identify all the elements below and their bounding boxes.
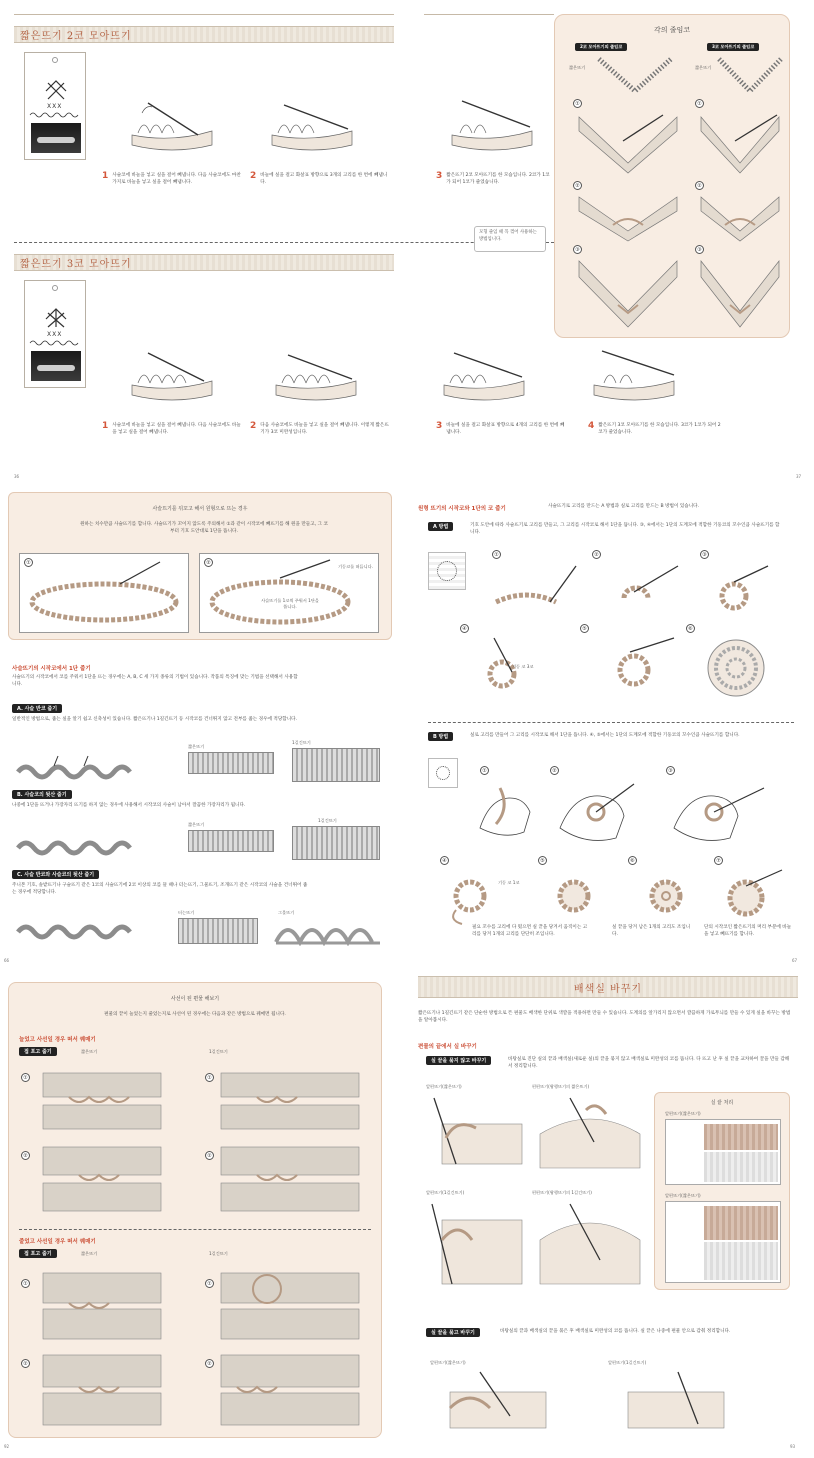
panel-num: ① <box>695 99 704 108</box>
page-number-right: 37 <box>796 474 802 479</box>
lbl-short: 짧은뜨기 <box>81 1251 98 1256</box>
step1-illustration <box>128 95 218 155</box>
fig-num: ① <box>24 558 33 567</box>
v-swatch-icon <box>695 255 785 331</box>
section-c-tag: C. 사슬 반코와 사슬코의 뒷산 줍기 <box>12 870 99 879</box>
b-note: 기둥 코 1코 <box>498 880 520 885</box>
seaming-panel <box>8 982 382 1438</box>
method-a-text: 기호 도안에 따라 사슬뜨기로 고리를 만들고, 그 고리를 시작코로 해서 1단을 뜹니다. ③, ④에서는 1단의 도계모에 적합한 기둥코의 꼬수인큼 사슬뜨기를 합니다. <box>470 523 780 535</box>
section-divider <box>14 242 554 243</box>
sec2-step-3: 3 바늘에 실을 걸고 화살표 방향으로 4개의 고리를 한 번에 빼냅니다. <box>436 421 565 435</box>
page-number-left: 66 <box>4 958 10 963</box>
a-num: ① <box>492 550 501 559</box>
fig-note: 기둥코를 떠듭니다. <box>338 564 374 569</box>
lbl-fan: 터는뜨기 <box>178 910 195 915</box>
chain-a-icon <box>14 754 154 784</box>
a-step-icon <box>594 562 684 616</box>
ring-step-icon <box>436 866 516 926</box>
cc-fig-label: 편편뜨기(왕행뜨기의 1길긴뜨기) <box>532 1190 592 1195</box>
cc-swatch-icon <box>422 1200 532 1290</box>
symbol-photo <box>31 351 81 381</box>
b-num: ⑤ <box>538 856 547 865</box>
sub2-heading: 줄었고 사선일 경우 떠서 꿰매기 <box>19 1239 96 1245</box>
v-chart-left-icon <box>595 55 675 95</box>
seam-swatch-icon <box>217 1069 367 1135</box>
cc-swatch-icon <box>530 1094 650 1174</box>
method-a-tag: A 방법 <box>428 522 453 531</box>
cc-tag-1: 실 끝을 묶지 않고 바꾸기 <box>426 1056 491 1065</box>
page-number-left: 36 <box>14 474 20 479</box>
method-divider <box>428 722 794 723</box>
a-num: ③ <box>700 550 709 559</box>
ring-chart <box>428 758 458 788</box>
seam-swatch-icon <box>39 1351 169 1429</box>
b-caption-2: 실 끝을 당겨 남은 1개의 고리도 조입니다. <box>612 925 691 937</box>
a-step-icon <box>698 562 788 616</box>
lbl-long: 1길긴뜨기 <box>209 1251 228 1256</box>
chain-c-icon <box>14 920 154 944</box>
page-number-left: 92 <box>4 1444 10 1449</box>
symbol-photo <box>31 123 81 153</box>
section-b-tag: B. 사슬코의 뒷산 줍기 <box>12 790 72 799</box>
lbl-long: 1길긴뜨기 <box>318 818 337 823</box>
b-num: ③ <box>666 766 675 775</box>
side-lbl-1: 앞편뜨기(짧은뜨기) <box>665 1111 701 1116</box>
right-heading: 원형 뜨기의 시작코와 1단의 코 줍기 <box>418 506 506 512</box>
section-banner-3st: 짧은뜨기 3코 모아뜨기 <box>14 254 394 271</box>
chain-b-icon <box>14 834 154 860</box>
lbl-short: 짧은뜨기 <box>188 744 205 749</box>
method-b-tag: B 방법 <box>428 732 453 741</box>
b-caption-3: 단의 시작코인 짧은뜨기의 머리 부분에 바늘을 넣고 빼뜨기를 합니다. <box>704 925 792 937</box>
s2-step1-illustration <box>128 345 218 405</box>
fig-num: ② <box>204 558 213 567</box>
swatch-a2 <box>292 748 380 782</box>
panel-title: 각의 줄임코 <box>653 26 691 34</box>
panel-tab-right: 3코 모아뜨기의 줄임코 <box>707 43 759 51</box>
step2-illustration <box>268 95 358 155</box>
sub2-tag: 접 포고 줍기 <box>19 1249 57 1258</box>
v-swatch-icon <box>573 255 683 331</box>
hand-icon <box>470 778 540 846</box>
mesh-swatch-icon <box>272 916 384 946</box>
box-fig-1 <box>19 553 189 633</box>
sub-divider <box>19 1229 371 1230</box>
page-number-right: 93 <box>790 1444 796 1449</box>
s2-step4-illustration <box>590 345 680 405</box>
seam-num: ① <box>21 1073 30 1082</box>
swatch-a1 <box>188 752 274 774</box>
hand-icon <box>550 778 640 846</box>
panel-label-left: 짧은뜨기 <box>569 65 586 70</box>
cc-fig-label: 앞편뜨기(짧은뜨기) <box>426 1084 462 1089</box>
box-text: 원하는 치수만큼 사슬뜨기를 합니다. 사슬뜨기가 꼬이지 않도록 주의해서 ①과 같이 시작코에 빼뜨기를 해 원을 만들고, 그 코부터 기호 도안대로 1단을 뜹니다. <box>80 522 328 534</box>
sec1-step-1: 1 사슬코에 바늘을 넣고 실을 걸어 빼냅니다. 다음 사슬코에도 마찬가지로 바늘을 넣고 실을 걸어 빼냅니다. <box>102 171 241 185</box>
a-num: ② <box>592 550 601 559</box>
cc-swatch-icon <box>608 1368 728 1432</box>
cc-heading: 편물의 끝에서 실 바꾸기 <box>418 1044 477 1050</box>
spread-seaming <box>0 974 814 1458</box>
seam-num: ② <box>21 1359 30 1368</box>
box-text: 편물의 끝이 늘었는지 줄었는지로 사선이 된 경우에는 다음과 같은 방법으로 꿰매면 됩니다. <box>104 1012 286 1017</box>
b-num: ④ <box>440 856 449 865</box>
panel-num: ② <box>695 181 704 190</box>
section-a-text: 일반적인 방법으로, 줍는 실을 알기 쉽고 신축성이 있습니다. 짧은뜨기나 1길긴뜨기 등 시작코를 건너뛰지 않고 전부를 줍는 경우에 적당합니다. <box>12 717 298 722</box>
chain-wave-icon <box>28 339 84 347</box>
side-lbl-2: 앞편뜨기(짧은뜨기) <box>665 1193 701 1198</box>
symbol-card <box>24 52 86 160</box>
ring-step-icon <box>540 866 620 926</box>
section-banner-2st: 짧은뜨기 2코 모아뜨기 <box>14 26 394 43</box>
step3-illustration <box>448 95 538 155</box>
cc-swatch-icon <box>530 1200 650 1290</box>
s2-step3-illustration <box>440 345 530 405</box>
b-num: ① <box>480 766 489 775</box>
v-swatch-icon <box>695 111 785 175</box>
lbl-long: 1길긴뜨기 <box>292 740 311 745</box>
right-intro: 사슬뜨기로 고리를 만드는 A 방법과 실로 고리를 만드는 B 방법이 있습니다. <box>548 504 700 509</box>
box-title: 사슬뜨기를 뒤꼬고 해서 원형으로 뜨는 경우 <box>152 506 248 512</box>
seam-num: ① <box>205 1073 214 1082</box>
spread-decrease <box>0 0 814 479</box>
round-chain-box <box>8 492 392 640</box>
decrease-corner-panel <box>554 14 790 338</box>
sec2-step-1: 1 사슬코에 바늘을 넣고 실을 걸어 빼냅니다. 다음 사슬코에도 바늘을 넣고 실을 걸어 빼냅니다. <box>102 421 241 435</box>
side-swatch-1 <box>665 1119 781 1185</box>
cc-tag2-text: 바탕실의 끝과 배색실의 끝을 묶은 후 배색실로 미완성의 코를 뜹니다. 실 끝은 나중에 편물 안으로 감춰 정리합니다. <box>500 1329 731 1334</box>
top-rule-right <box>424 14 554 15</box>
seam-num: ① <box>21 1279 30 1288</box>
seam-swatch-icon <box>39 1269 169 1343</box>
seam-num: ① <box>205 1279 214 1288</box>
color-change-banner: 배색실 바꾸기 <box>418 976 798 998</box>
a-num: ④ <box>460 624 469 633</box>
cc-fig-label: 앞편뜨기(1길긴뜨기) <box>608 1360 647 1365</box>
box-title: 사선이 된 편물 해보기 <box>170 996 220 1002</box>
sub1-tag: 접 포고 줍기 <box>19 1047 57 1056</box>
ring-step-icon <box>632 866 712 926</box>
v-swatch-icon <box>573 191 683 243</box>
section-b-text: 나중에 1단을 뜨거나 가장자리 뜨기를 하지 않는 경우에 사용해서 시작코의 사슬이 남아서 깔끔한 가장자리가 됩니다. <box>12 803 246 808</box>
round-chart <box>428 552 466 590</box>
swatch-b1 <box>188 830 274 852</box>
seam-swatch-icon <box>39 1069 169 1135</box>
lbl-mesh: 그물뜨기 <box>278 910 295 915</box>
method-b-text: 실로 고리를 만들어 그 고리를 시작코로 해서 1단을 뜹니다. ④, ⑤에서는 1단의 도계모에 적합한 기둥코의 꼬수인큼 사슬뜨기를 합니다. <box>470 733 740 738</box>
banner-text: 짧은뜨기나 1길긴뜨기 같은 단순한 방법으로 뜬 편물도 배색한 단위로 색깔을 적용하면 만들 수 있습니다. 도계의를 앞가리지 않으면서 깔끔하게 가로무늬를 만들 수 있게 실을 바꾸는 방법을 알아봅시다. <box>418 1011 791 1023</box>
lbl-short: 짧은뜨기 <box>188 822 205 827</box>
a-note: 기둥 코 3코 <box>512 664 534 669</box>
a-num: ⑥ <box>686 624 695 633</box>
panel-num: ③ <box>695 245 704 254</box>
side-swatch-2 <box>665 1201 781 1283</box>
panel-num: ② <box>573 181 582 190</box>
panel-label-right: 짧은뜨기 <box>695 65 712 70</box>
cc-fig-label: 앞편뜨기(짧은뜨기) <box>430 1360 466 1365</box>
hand-icon <box>664 778 774 846</box>
swatch-c1 <box>178 918 258 944</box>
sec1-step-2: 2 바늘에 실을 걸고 화살표 방향으로 3개의 고리를 한 번에 빼냅니다. <box>250 171 388 185</box>
b-caption-1: 필요 꼬수를 고리에 다 떴으면 실 끝을 당겨서 움직이는 고리를 당겨 1개의 고리를 단단히 조입니다. <box>472 925 588 937</box>
sec2-step-4: 4 짧은뜨기 3코 모아뜨기를 한 모습입니다. 3코가 1코가 되어 2코가 줄었습니다. <box>588 421 721 435</box>
top-rule-left <box>14 14 394 15</box>
side-box <box>654 1092 790 1290</box>
s2-step2-illustration <box>272 345 362 405</box>
b-num: ⑦ <box>714 856 723 865</box>
panel-num: ③ <box>573 245 582 254</box>
seam-swatch-icon <box>217 1143 367 1215</box>
seam-swatch-icon <box>39 1143 169 1215</box>
chain-ring-icon <box>20 554 188 632</box>
panel-num: ① <box>573 99 582 108</box>
symbol-chain-label: XXX <box>47 103 63 110</box>
sec2-step-2: 2 다음 사슬코에도 바늘을 넣고 실을 걸어 빼냅니다. 이렇게 짧은뜨기가 3코 미완성입니다. <box>250 421 389 435</box>
section-c-text: 주니본 기호, 솔밭뜨기나 구슬뜨기 같은 1코의 사슬뜨기에 2코 이상의 코를 뜰 때나 터는뜨기, 그물뜨기, 조개뜨기 같은 시작코의 사슬을 건너뛰어 줍는 경우에 적당합니다. <box>12 883 308 895</box>
b-num: ⑥ <box>628 856 637 865</box>
cc-fig-label: 앞편뜨기(1길긴뜨기) <box>426 1190 465 1195</box>
seam-swatch-icon <box>217 1351 367 1429</box>
chain-wave-icon <box>28 111 84 119</box>
cc-tag-2: 실 끝을 묶고 바꾸기 <box>426 1328 480 1337</box>
seam-num: ② <box>205 1359 214 1368</box>
seam-num: ② <box>21 1151 30 1160</box>
spread-foundation <box>0 486 814 966</box>
fig-note: 사슬뜨기를 1코씩 주워서 1단을 뜹니다. <box>261 598 319 609</box>
sec1-step-3: 3 짧은뜨기 2코 모아뜨기를 한 모습입니다. 2코가 1코가 되어 1코가 줄었습니다. <box>436 171 550 185</box>
left-intro: 사슬뜨기의 시작코에서 코를 주워서 1단을 뜨는 경우에는 A, B, C 세 가지 종류의 기법이 있습니다. 작품의 특징에 맞는 기법을 선택해서 사용합니다. <box>12 675 298 687</box>
v-chart-right-icon <box>715 55 785 95</box>
b-num: ② <box>550 766 559 775</box>
v-swatch-icon <box>695 191 785 243</box>
a-step-icon <box>490 562 580 616</box>
note-bubble: 모형 줄임 때 꼭 꺾어 사용하는 방법입니다. <box>474 226 546 252</box>
seam-num: ② <box>205 1151 214 1160</box>
panel-tab-left: 2코 모아뜨기의 줄임코 <box>575 43 627 51</box>
sub1-heading: 늘었고 사선일 경우 떠서 꿰매기 <box>19 1037 96 1043</box>
ring-step-icon <box>712 866 792 926</box>
swatch-b2 <box>292 826 380 860</box>
seam-swatch-icon <box>217 1269 367 1343</box>
section-a-tag: A. 사슬 반코 줍기 <box>12 704 62 713</box>
lbl-long: 1길긴뜨기 <box>209 1049 228 1054</box>
lbl-short: 짧은뜨기 <box>81 1049 98 1054</box>
symbol-card-2 <box>24 280 86 388</box>
side-title: 실 끝 처리 <box>710 1100 734 1106</box>
cc-tag1-text: 바탕실로 진단 실의 끝과 배색실(새로운 실)의 끝을 묶지 않고 배색실로 미완성의 코를 뜹니다. 다 뜨고 난 후 실 끝을 교차하여 꿀을 만들 감해서 정리합니다. <box>508 1057 790 1069</box>
cc-swatch-icon <box>422 1094 532 1174</box>
a-num: ⑤ <box>580 624 589 633</box>
a-step-icon <box>700 632 780 702</box>
box-fig-2 <box>199 553 379 633</box>
symbol-chain-label: XXX <box>47 331 63 338</box>
left-heading: 사슬뜨기의 시작코에서 1단 줍기 <box>12 666 91 672</box>
cc-fig-label: 편편뜨기(왕행뜨기의 짧은뜨기) <box>532 1084 590 1089</box>
cc-swatch-icon <box>430 1368 550 1432</box>
v-swatch-icon <box>573 111 683 175</box>
page-number-right: 67 <box>792 958 798 963</box>
a-step-icon <box>594 632 684 696</box>
